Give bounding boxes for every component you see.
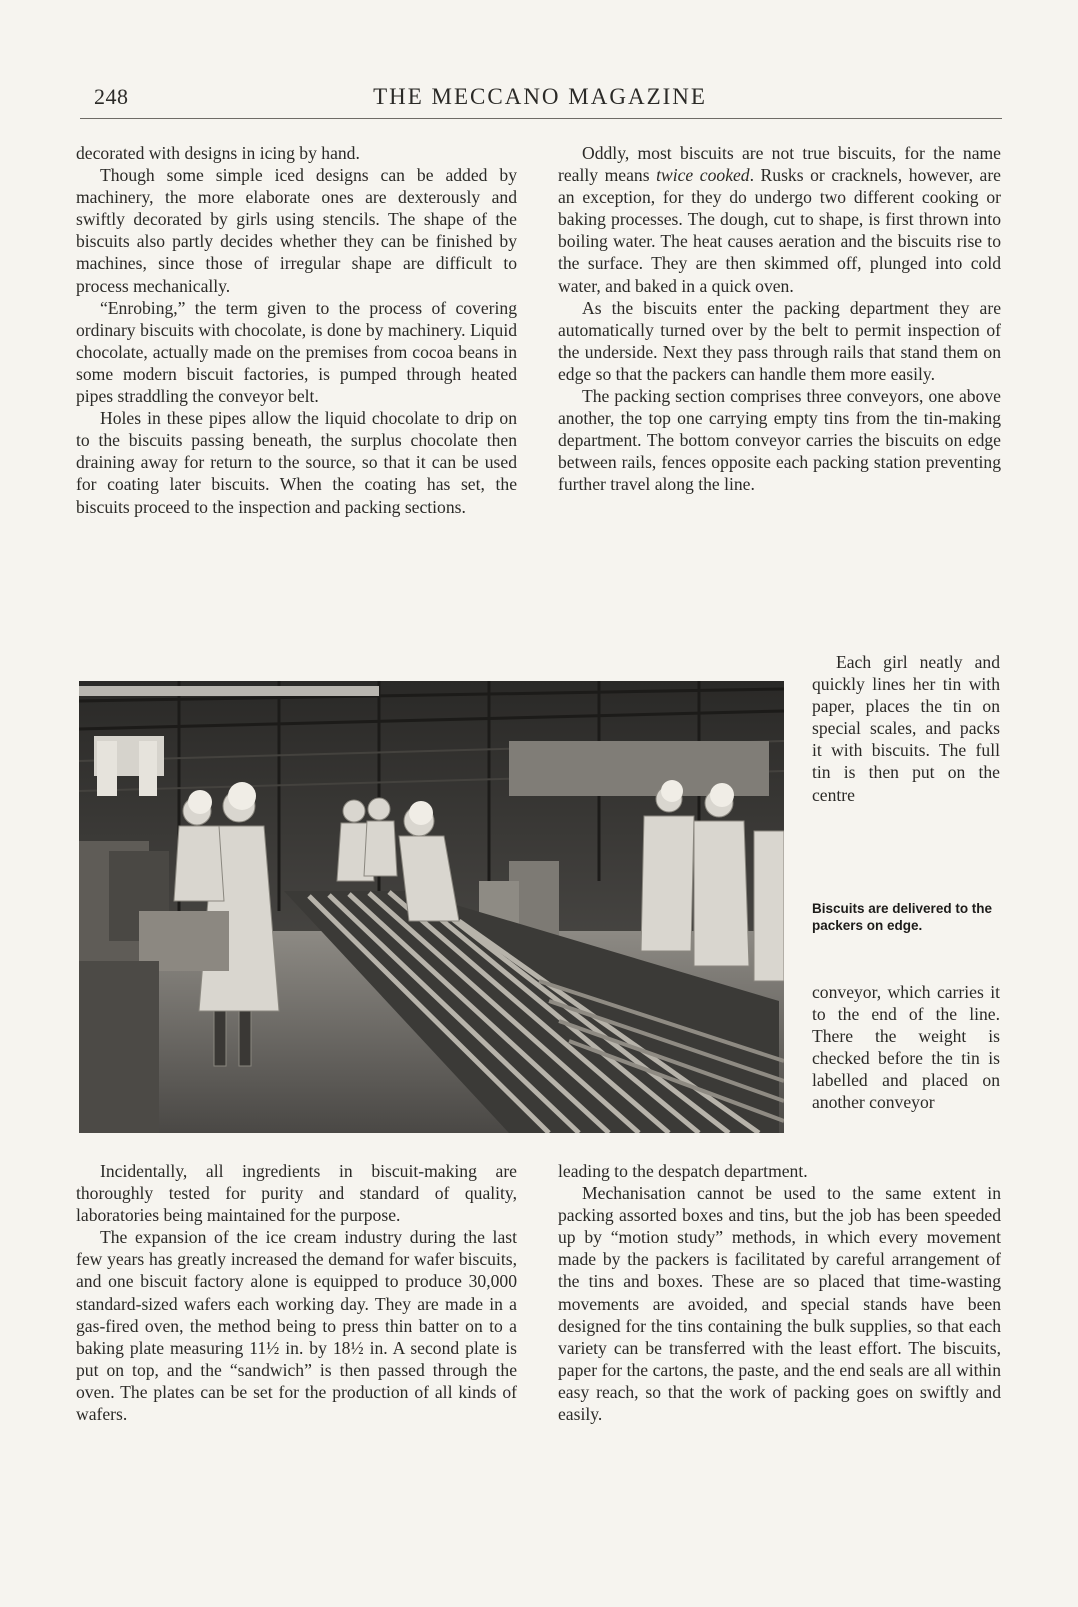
paragraph: Incidentally, all ingredients in biscuit-making are thoroughly tested for purity and standard of quality, laboratories being maintained for the purpose.	[76, 1161, 517, 1226]
paragraph: Mechanisation cannot be used to the same extent in packing assorted boxes and tins, but the job has been speeded up by “motion study” methods, in which every movement made by the packers is facilitated by careful arrangement of the tins and boxes. These are so placed that time-wasting movements are avoided, and special stands have been designed for the tins containing the bulk supplies, so that each variety can be transferred with the least effort. The biscuits, paper for the cartons, the paste, and the end seals are all within easy reach, so that the work of packing goes on swiftly and easily.	[558, 1183, 1001, 1425]
beside-photo-text-upper	[812, 651, 1000, 806]
right-column-upper	[558, 142, 1001, 496]
beside-photo-text-lower	[812, 981, 1000, 1114]
left-column-upper	[76, 142, 517, 518]
header-rule	[80, 118, 1002, 119]
paragraph: leading to the despatch department.	[558, 1161, 808, 1181]
packing-line-photo-image	[79, 681, 784, 1133]
paragraph: Oddly, most biscuits are not true biscuits, for the name really means twice cooked. Rusks or cracknels, however, are an exception, for they do undergo two different cooking or baking processes. The dough, cut to shape, is first thrown into boiling water. The heat causes aeration and the biscuits rise to the surface. They are then skimmed off, plunged into cold water, and baked in a quick oven.	[558, 143, 1001, 296]
paragraph: “Enrobing,” the term given to the process of covering ordinary biscuits with chocolate, is done by machinery. Liquid chocolate, actually made on the premises from cocoa beans in some modern biscuit factories, is pumped through heated pipes straddling the conveyor belt.	[76, 297, 517, 407]
right-column-lower	[558, 1160, 1001, 1425]
paragraph: Though some simple iced designs can be added by machinery, the more elaborate ones are dexterously and swiftly decorated by girls using stencils. The shape of the biscuits also partly decides whether they can be finished by machines, since those of irregular shape are difficult to process mechanically.	[76, 165, 517, 296]
left-column-lower	[76, 1160, 517, 1425]
paragraph: The expansion of the ice cream industry during the last few years has greatly increased the demand for wafer biscuits, and one biscuit factory alone is equipped to produce 30,000 standard-sized wafers each working day. They are made in a gas-fired oven, the method being to press thin batter on to a baking plate measuring 11½ in. by 18½ in. A second plate is put on top, and the “sandwich” is then passed through the oven. The plates can be set for the production of all kinds of wafers.	[76, 1227, 517, 1425]
italic-phrase: twice cooked	[656, 165, 750, 186]
paragraph: The packing section comprises three conveyors, one above another, the top one carrying empty tins from the tin-making department. The bottom conveyor carries the biscuits on edge between rails, fences opposite each packing station preventing further travel along the line.	[558, 386, 1001, 495]
magazine-title: THE MECCANO MAGAZINE	[373, 84, 707, 109]
paragraph: conveyor, which carries it to the end of the line. There the weight is checked before the tin is labelled and placed on another conveyor	[812, 982, 1000, 1113]
paragraph: Each girl neatly and quickly lines her tin with paper, places the tin on special scales, and packs it with biscuits. The full tin is then put on the centre	[812, 652, 1000, 805]
page-header	[80, 84, 1000, 114]
paragraph: decorated with designs in icing by hand.	[76, 143, 360, 163]
page-number: 248	[94, 84, 129, 109]
factory-photo	[79, 681, 784, 1133]
paragraph: As the biscuits enter the packing department they are automatically turned over by the belt to permit inspection of the underside. Next they pass through rails that stand them on edge so that the packers can handle them more easily.	[558, 297, 1001, 384]
photo-caption: Biscuits are delivered to the packers on edge.	[812, 901, 993, 933]
paragraph: Holes in these pipes allow the liquid chocolate to drip on to the biscuits passing beneath, the surplus chocolate then draining away for return to the source, so that it can be used for coating later biscuits. When the coating has set, the biscuits proceed to the inspection and packing sections.	[76, 408, 517, 517]
